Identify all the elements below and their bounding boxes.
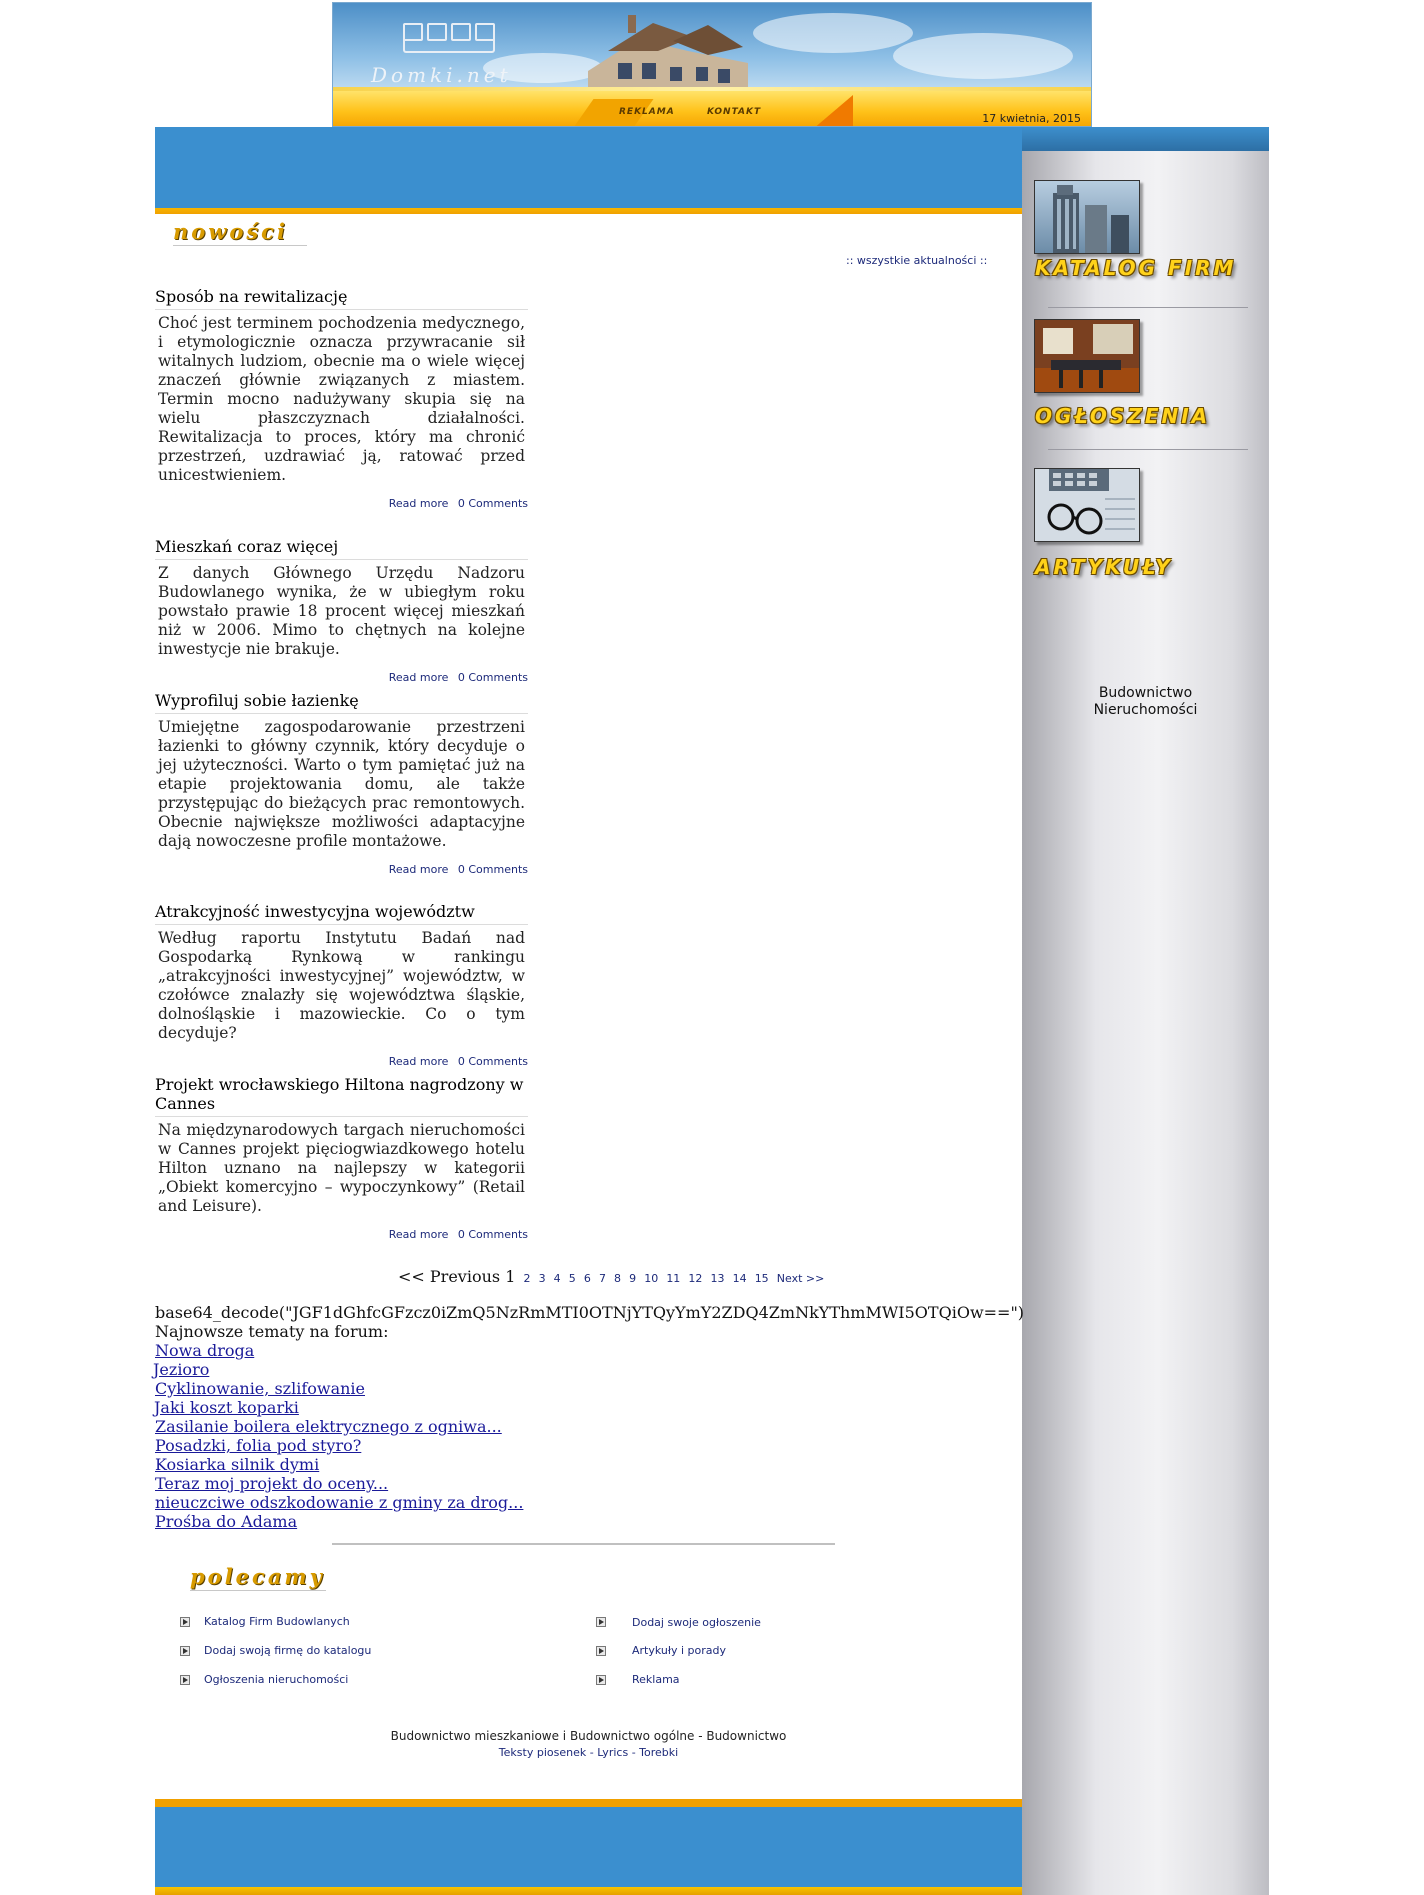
article-links [155,1228,528,1241]
arrow-bullet-icon [180,1617,190,1627]
read-more-link[interactable]: Read more [388,497,449,510]
article-title[interactable]: Sposób na rewitalizację [155,287,528,310]
site-logo-text[interactable]: Domki.net [371,63,512,87]
forum-divider [332,1543,835,1545]
pagination-page[interactable]: 2 [523,1272,531,1285]
recommended-link[interactable]: Ogłoszenia nieruchomości [204,1673,349,1686]
article [155,537,528,684]
forum-topic-link[interactable]: Teraz moj projekt do oceny... [155,1474,389,1493]
footer-text: Budownictwo mieszkaniowe i Budownictwo ogólne - Budownictwo [390,1729,787,1743]
article-links [155,497,528,510]
pagination-current: 1 [505,1267,516,1286]
article-links [155,1055,528,1068]
read-more-link[interactable]: Read more [388,671,449,684]
sidebar-title-katalog[interactable]: KATALOG FIRM [1035,256,1237,280]
sidebar-title-ogloszenia[interactable]: OGŁOSZENIA [1035,404,1211,428]
news-heading-rule [173,245,307,246]
pagination-page[interactable]: 8 [614,1272,622,1285]
article [155,287,528,510]
read-more-link[interactable]: Read more [388,863,449,876]
comments-link[interactable]: 0 Comments [457,497,528,510]
forum-topic-link[interactable]: Zasilanie boilera elektrycznego z ogniwa... [155,1417,502,1436]
article-body: Umiejętne zagospodarowanie przestrzeni łazienki to główny czynnik, który decyduje o jej użyteczności. Warto o tym pamiętać już na etapie projektowania domu, ale także przystępując do bieżących prac remontowych. Obecnie największe możliwości adaptacyjne dają nowoczesne profile montażowe. [158,718,525,850]
article-body: Na międzynarodowych targach nieruchomości w Cannes projekt pięciogwiazdkowego hotelu Hilton uznano na najlepszy w kategorii „Obiekt komercyjno – wypoczynkowy” (Retail and Leisure). [158,1121,525,1215]
banner-accent [813,95,853,127]
recommended-link[interactable]: Artykuły i porady [632,1644,727,1657]
forum-topic-link[interactable]: Jaki koszt koparki [154,1398,299,1417]
article-links [155,671,528,684]
recommended-link[interactable]: Reklama [632,1673,680,1686]
sidebar-text-line1[interactable]: Budownictwo [1098,685,1193,701]
cloud-decoration [893,33,1073,79]
pagination-page[interactable]: 10 [644,1272,659,1285]
header-banner [332,2,1092,127]
arrow-bullet-icon [596,1646,606,1656]
footer-separator: - [631,1746,640,1759]
article-title[interactable]: Mieszkań coraz więcej [155,537,528,560]
pagination-page[interactable]: 6 [583,1272,591,1285]
article [155,902,528,1068]
logo-mark-base [403,39,495,53]
recommended-heading-rule [190,1590,326,1591]
sidebar-text [1022,685,1269,719]
news-heading: nowości [173,219,288,244]
article-title[interactable]: Wyprofiluj sobie łazienkę [155,691,528,714]
footer-link[interactable]: Lyrics [597,1746,629,1759]
forum-topic-link[interactable]: Jezioro [153,1360,210,1379]
calculator-glasses-photo[interactable] [1034,468,1140,542]
pagination-page[interactable]: 7 [598,1272,606,1285]
forum-topic-link[interactable]: Kosiarka silnik dymi [155,1455,320,1474]
bottom-blue-band [155,1807,1022,1887]
skyscrapers-photo[interactable] [1034,180,1140,254]
article [155,691,528,876]
pagination-page[interactable]: 4 [553,1272,561,1285]
recommended-link[interactable]: Katalog Firm Budowlanych [204,1615,350,1628]
article-body: Według raportu Instytutu Badań nad Gospodarką Rynkową w rankingu „atrakcyjności inwestycyjnej” województw, w czołówce znalazły się województwa śląskie, dolnośląskie i mazowieckie. Co o tym decyduje? [158,929,525,1042]
pagination-next[interactable]: Next >> [776,1272,825,1285]
pagination [398,1267,824,1286]
sidebar-top-band [1022,127,1269,151]
forum-topic-link[interactable]: Cyklinowanie, szlifowanie [155,1379,365,1398]
recommended-heading: polecamy [190,1564,325,1589]
footer-link[interactable]: Teksty piosenek [498,1746,587,1759]
sidebar-separator [1048,307,1248,308]
comments-link[interactable]: 0 Comments [457,863,528,876]
article-links [155,863,528,876]
pagination-page[interactable]: 9 [629,1272,637,1285]
article-title[interactable]: Projekt wrocławskiego Hiltona nagrodzony w Cannes [155,1075,528,1117]
forum-code-line: base64_decode("JGF1dGhfcGFzcz0iZmQ5NzRmMTI0OTNjYTQyYmY2ZDQ4ZmNkYThmMWI5OTQiOw==") [155,1303,1025,1322]
comments-link[interactable]: 0 Comments [457,1055,528,1068]
pagination-page[interactable]: 13 [710,1272,725,1285]
nav-kontakt[interactable]: KONTAKT [707,107,762,117]
forum-heading: Najnowsze tematy na forum: [155,1322,389,1341]
all-news-link[interactable]: :: wszystkie aktualności :: [846,254,988,267]
comments-link[interactable]: 0 Comments [457,671,528,684]
sidebar-text-line2[interactable]: Nieruchomości [1093,702,1198,718]
arrow-bullet-icon [596,1675,606,1685]
read-more-link[interactable]: Read more [388,1228,449,1241]
forum-topic-link[interactable]: Posadzki, folia pod styro? [155,1436,362,1455]
footer-links [155,1746,1022,1759]
article-body: Choć jest terminem pochodzenia medycznego, i etymologicznie oznacza przywracanie sił witalnych ludziom, obecnie ma o wiele więcej znaczeń głównie związanych z miastem. Termin mocno nadużywany skupia się na wielu płaszczyznach działalności. Rewitalizacja to proces, który ma chronić przestrzeń, uzdrawiać ją, ratować przed unicestwieniem. [158,314,525,484]
read-more-link[interactable]: Read more [388,1055,449,1068]
sidebar-title-artykuly[interactable]: ARTYKUŁY [1035,555,1173,579]
forum-section [155,1303,1024,1531]
header-date: 17 kwietnia, 2015 [982,112,1081,125]
house-photo [578,11,758,99]
sidebar-separator [1048,449,1248,450]
pagination-page[interactable]: 11 [666,1272,681,1285]
forum-topic-link[interactable]: Prośba do Adama [155,1512,298,1531]
cloud-decoration [753,13,913,53]
forum-topic-link[interactable]: nieuczciwe odszkodowanie z gminy za drog... [155,1493,524,1512]
kitchen-interior-photo[interactable] [1034,319,1140,393]
article [155,1075,528,1241]
pagination-prev[interactable]: << Previous [398,1267,501,1286]
footer-separator: - [589,1746,598,1759]
article-body: Z danych Głównego Urzędu Nadzoru Budowlanego wynika, że w ubiegłym roku powstało prawie 18 procent więcej mieszkań niż w 2006. Mimo to chętnych na kolejne inwestycje nie brakuje. [158,564,525,658]
recommended-link[interactable]: Dodaj swoją firmę do katalogu [204,1644,372,1657]
nav-reklama[interactable]: REKLAMA [619,107,675,117]
arrow-bullet-icon [596,1617,606,1627]
arrow-bullet-icon [180,1675,190,1685]
footer-link[interactable]: Torebki [639,1746,679,1759]
comments-link[interactable]: 0 Comments [457,1228,528,1241]
top-orange-stripe [155,208,1022,214]
pagination-page[interactable]: 5 [568,1272,576,1285]
arrow-bullet-icon [180,1646,190,1656]
pagination-page[interactable]: 12 [688,1272,703,1285]
bottom-yellow-stripe [155,1887,1022,1895]
forum-topic-link[interactable]: Nowa droga [155,1341,255,1360]
pagination-page[interactable]: 3 [538,1272,546,1285]
pagination-page[interactable]: 14 [732,1272,747,1285]
bottom-orange-stripe [155,1799,1022,1807]
article-title[interactable]: Atrakcyjność inwestycyjna województw [155,902,528,925]
pagination-page[interactable]: 15 [754,1272,769,1285]
top-blue-band [155,127,1022,208]
recommended-link[interactable]: Dodaj swoje ogłoszenie [632,1616,761,1629]
